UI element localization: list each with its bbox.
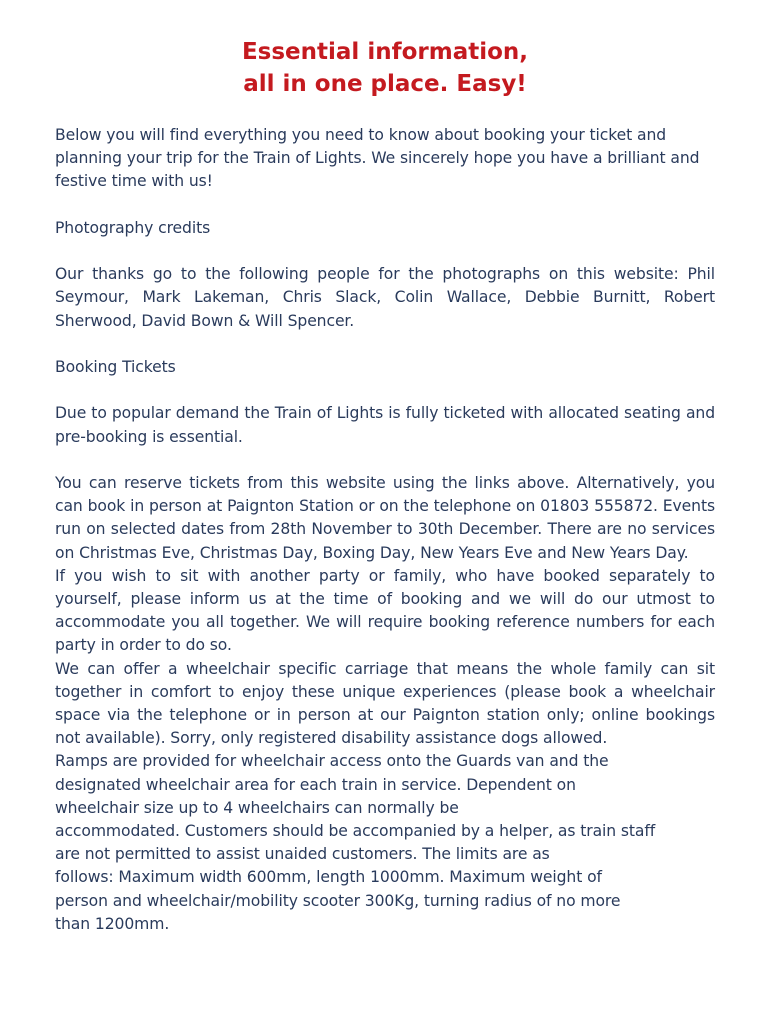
ramps-line: person and wheelchair/mobility scooter 300Kg, turning radius of no more: [55, 891, 621, 910]
ramps-line: designated wheelchair area for each train in service. Dependent on: [55, 775, 576, 794]
title-line-1: Essential information,: [241, 39, 529, 65]
document-page: [55, 36, 715, 936]
page-title: [55, 36, 715, 100]
photography-credits-paragraph: Our thanks go to the following people for the photographs on this website: Phil Seymour, Mark Lakeman, Chris Slack, Colin Wallace, Debbie Burnitt, Robert Sherwood, David Bown & Will Spencer.: [55, 265, 715, 330]
booking-heading: Booking Tickets: [55, 357, 176, 376]
ramps-line: than 1200mm.: [55, 914, 170, 933]
ramps-line: are not permitted to assist unaided customers. The limits are as: [55, 845, 550, 864]
ramps-line: accommodated. Customers should be accompanied by a helper, as train staff: [55, 822, 656, 841]
ramps-line: follows: Maximum width 600mm, length 1000mm. Maximum weight of: [55, 868, 602, 887]
intro-paragraph: Below you will find everything you need to know about booking your ticket and planning your trip for the Train of Lights. We sincerely hope you have a brilliant and festive time with us!: [55, 126, 700, 191]
photography-heading: Photography credits: [55, 218, 211, 237]
booking-party-paragraph: If you wish to sit with another party or family, who have booked separately to yourself, please inform us at the time of booking and we will do our utmost to accommodate you all together. We will require booking reference numbers for each party in order to do so.: [55, 566, 715, 655]
booking-reserve-paragraph: You can reserve tickets from this website using the links above. Alternatively, you can book in person at Paignton Station or on the telephone on 01803 555872. Events run on selected dates from 28th November to 30th December. There are no services on Christmas Eve, Christmas Day, Boxing Day, New Years Eve and New Years Day.: [55, 473, 715, 562]
booking-ramps-paragraph: [55, 750, 715, 936]
title-line-2: all in one place. Easy!: [243, 71, 527, 97]
ramps-line: Ramps are provided for wheelchair access onto the Guards van and the: [55, 752, 609, 771]
ramps-line: wheelchair size up to 4 wheelchairs can normally be: [55, 798, 459, 817]
booking-demand-paragraph: Due to popular demand the Train of Lights is fully ticketed with allocated seating and pre-booking is essential.: [55, 404, 715, 446]
booking-wheelchair-paragraph: We can offer a wheelchair specific carriage that means the whole family can sit together in comfort to enjoy these unique experiences (please book a wheelchair space via the telephone or in person at our Paignton station only; online bookings not available). Sorry, only registered disability assistance dogs allowed.: [55, 659, 715, 748]
